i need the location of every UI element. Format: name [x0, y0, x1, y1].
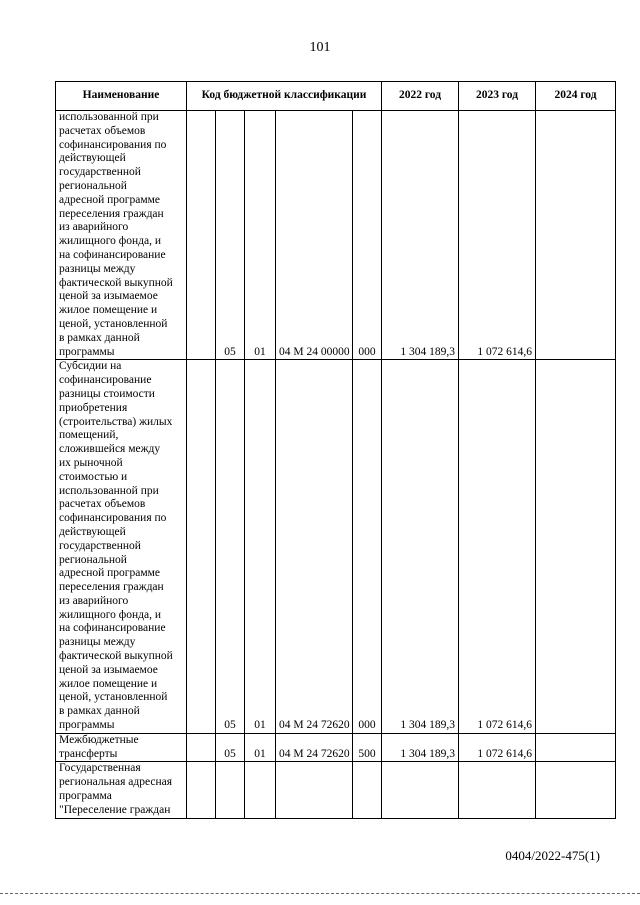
row-expense-type-code: 000 [353, 111, 382, 360]
row-subsection-code: 01 [245, 111, 276, 360]
row-subsection-code: 01 [245, 733, 276, 762]
row-section-code [216, 762, 245, 818]
table-row [56, 360, 616, 734]
row-section-code: 05 [216, 111, 245, 360]
row-value-2022: 1 304 189,3 [382, 733, 459, 762]
row-section-code: 05 [216, 360, 245, 734]
header-2023: 2023 год [459, 82, 536, 111]
row-section-code: 05 [216, 733, 245, 762]
row-expense-type-code [353, 762, 382, 818]
row-empty-code [187, 733, 216, 762]
budget-table [55, 81, 616, 819]
row-value-2023: 1 072 614,6 [459, 360, 536, 734]
row-target-code: 04 М 24 72620 [276, 360, 353, 734]
row-empty-code [187, 111, 216, 360]
row-value-2022 [382, 762, 459, 818]
header-2022: 2022 год [382, 82, 459, 111]
row-value-2024 [536, 360, 616, 734]
row-name-text: Государственная региональная адресная программа "Переселение граждан [59, 762, 172, 816]
row-name-text: Субсидии на софинансирование разницы стоимости приобретения (строительства) жилых помещений, сложившейся между их рыночной стоимостью и использованной при расчетах объемов софинансирования по действующей государственной региональной адресной программе переселения граждан из аварийного жилищного фонда, и на софинансирование разницы между фактической выкупной ценой за изымаемое жилое помещение и ценой, установленной в рамках данной программы [59, 360, 173, 732]
table-row [56, 762, 616, 818]
row-target-code: 04 М 24 72620 [276, 733, 353, 762]
row-value-2024 [536, 762, 616, 818]
table-header-row [56, 82, 616, 111]
row-value-2023 [459, 762, 536, 818]
row-target-code [276, 762, 353, 818]
row-value-2023: 1 072 614,6 [459, 111, 536, 360]
table-row [56, 733, 616, 762]
row-name-text: использованной при расчетах объемов софинансирования по действующей государственной региональной адресной программе переселения граждан из аварийного жилищного фонда, и на софинансирование разницы между фактической выкупной ценой за изымаемое жилое помещение и ценой, установленной в рамках данной программы [59, 111, 173, 358]
row-subsection-code: 01 [245, 360, 276, 734]
row-value-2022: 1 304 189,3 [382, 111, 459, 360]
table-row [56, 111, 616, 360]
page-number: 101 [309, 40, 331, 55]
row-value-2023: 1 072 614,6 [459, 733, 536, 762]
row-name [56, 111, 187, 360]
row-subsection-code [245, 762, 276, 818]
row-value-2024 [536, 111, 616, 360]
header-2024: 2024 год [536, 82, 616, 111]
row-expense-type-code: 000 [353, 360, 382, 734]
header-code: Код бюджетной классификации [187, 82, 382, 111]
row-empty-code [187, 762, 216, 818]
row-expense-type-code: 500 [353, 733, 382, 762]
row-name [56, 733, 187, 762]
row-empty-code [187, 360, 216, 734]
row-value-2024 [536, 733, 616, 762]
row-name-text: Межбюджетные трансферты [59, 733, 139, 760]
row-name [56, 360, 187, 734]
row-name [56, 762, 187, 818]
row-target-code: 04 М 24 00000 [276, 111, 353, 360]
row-value-2022: 1 304 189,3 [382, 360, 459, 734]
header-name: Наименование [56, 82, 187, 111]
footer-divider [0, 893, 640, 894]
document-id: 0404/2022-475(1) [505, 848, 600, 863]
